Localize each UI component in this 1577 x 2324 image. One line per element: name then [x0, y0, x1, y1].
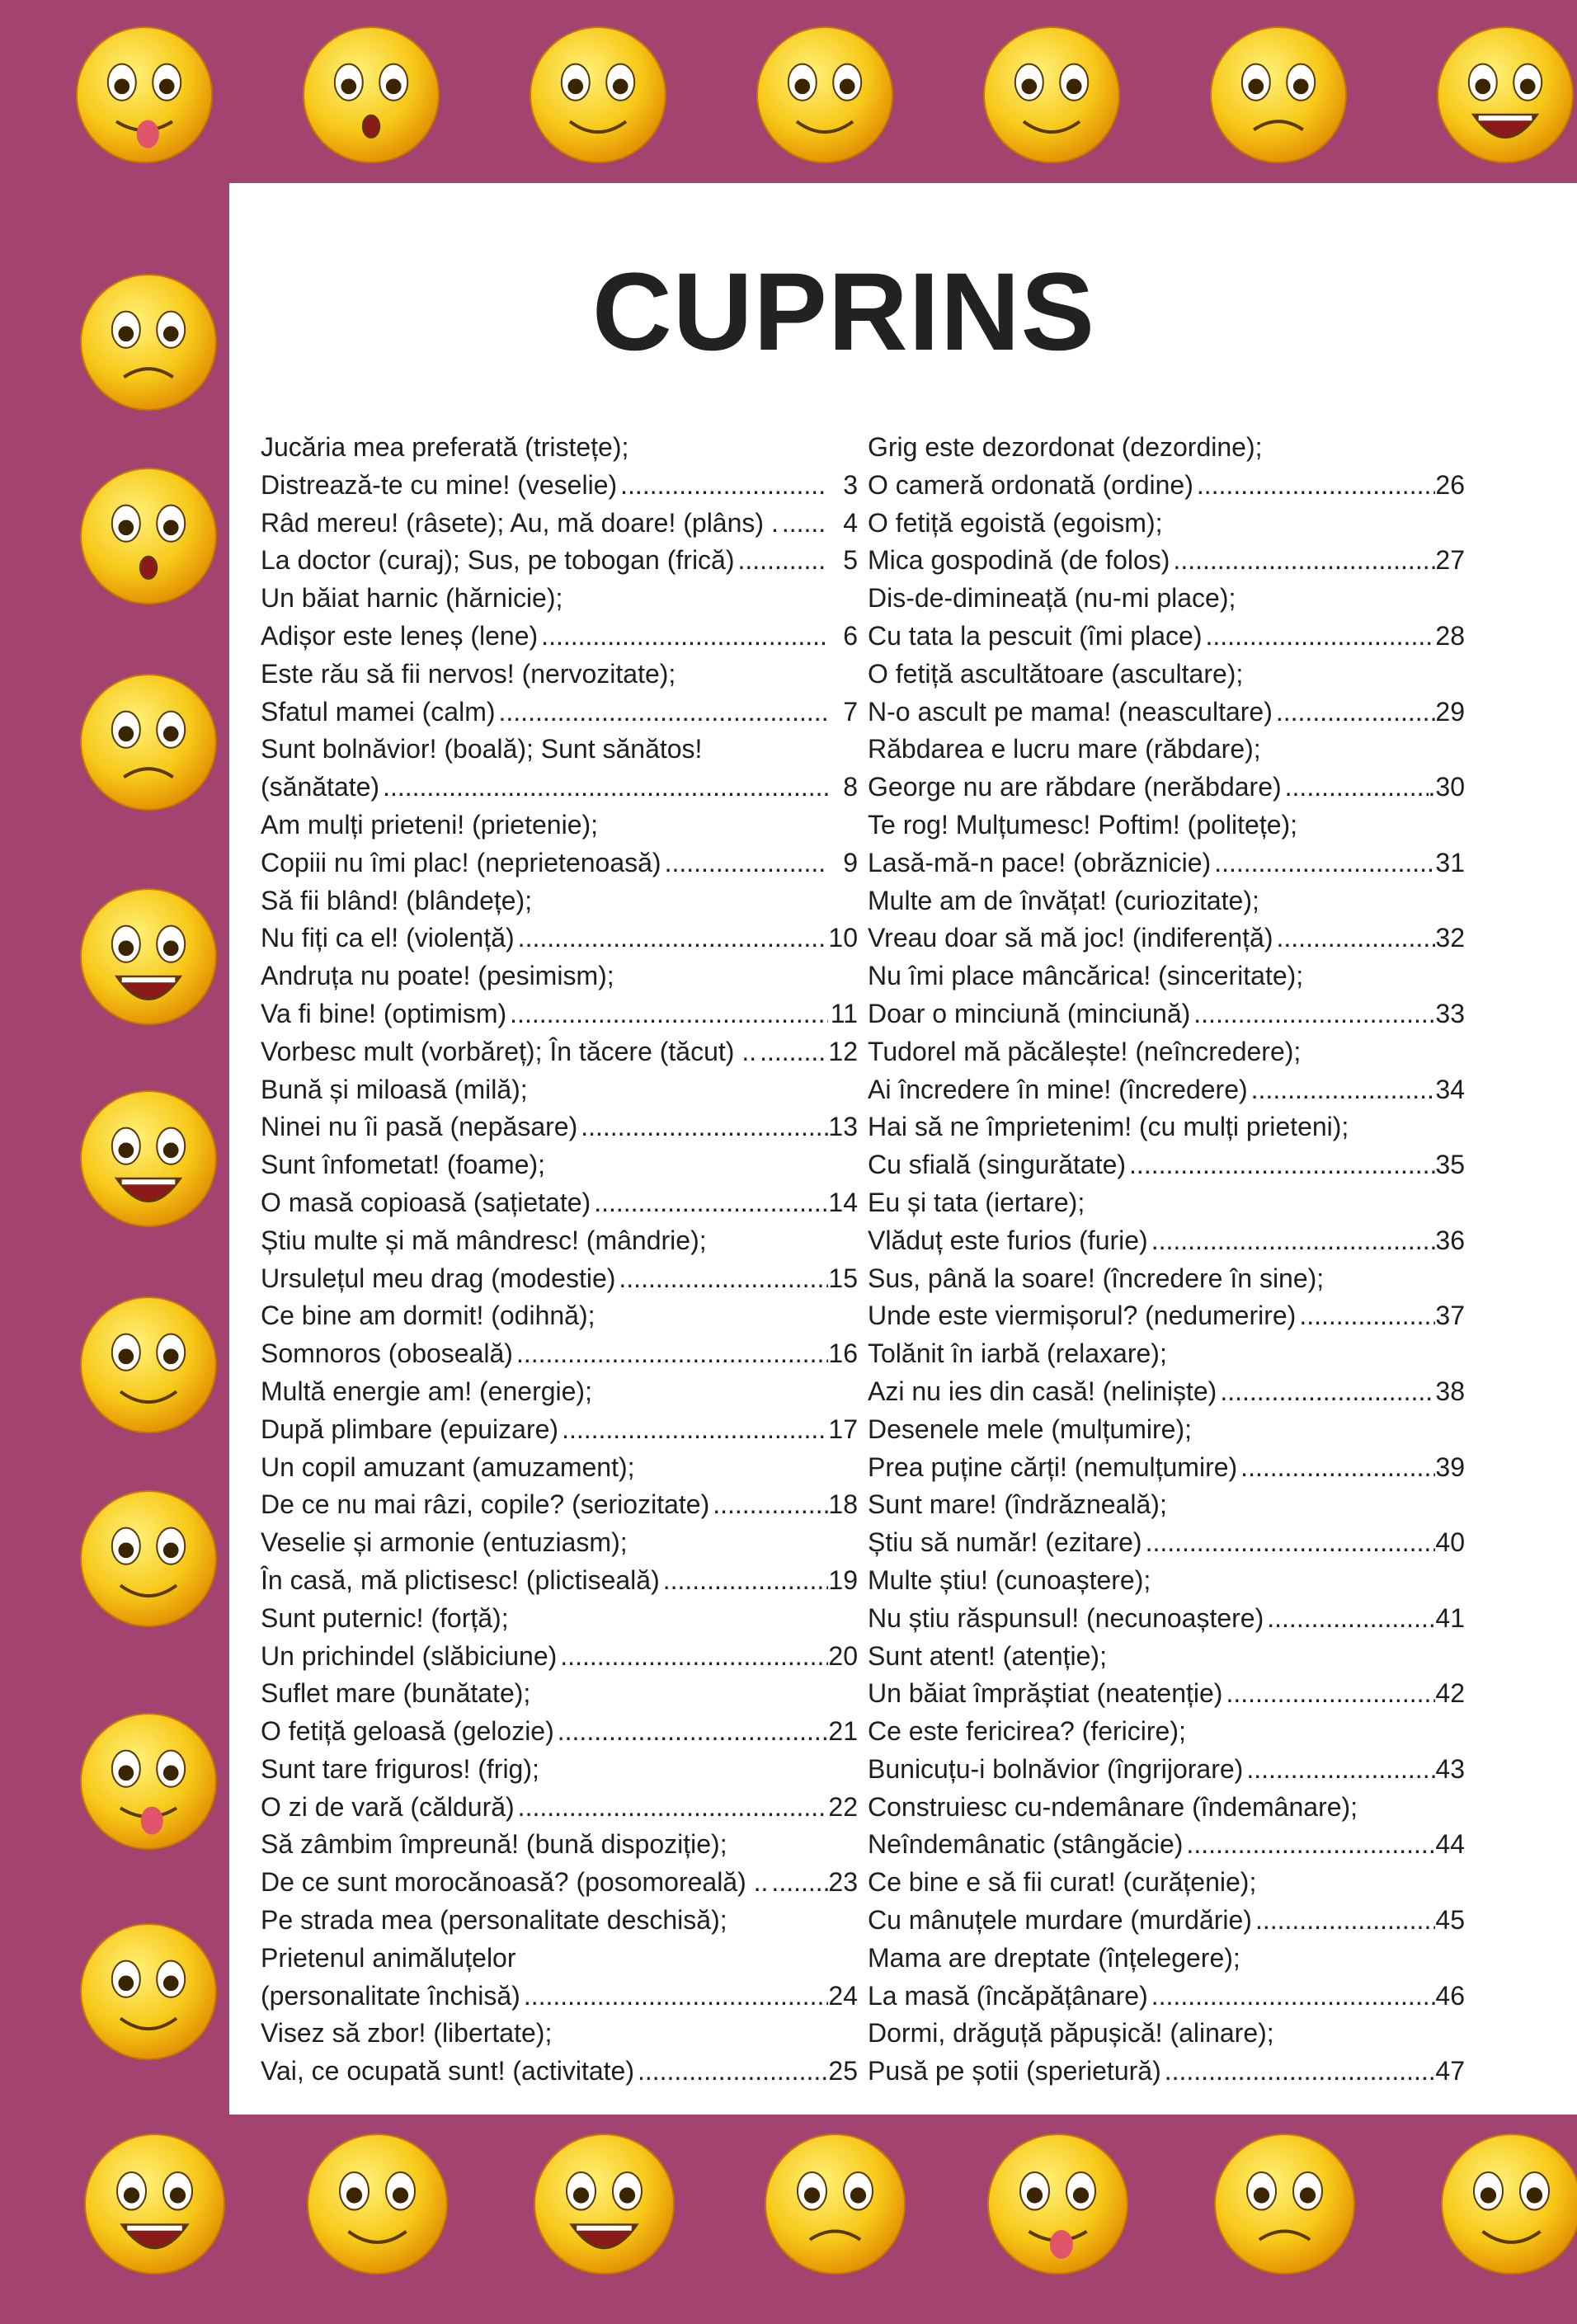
- toc-leader-dots: [1193, 467, 1435, 505]
- toc-entry-title: Bună și miloasă (milă);: [261, 1074, 528, 1104]
- toc-entry-title: Un băiat harnic (hărnicie);: [261, 583, 563, 614]
- toc-entry-title: Ce bine e să fii curat! (curățenie);: [868, 1867, 1257, 1898]
- toc-entry-title: De ce sunt morocănoasă? (posomoreală) ..: [261, 1867, 769, 1898]
- toc-page-number: 13: [828, 1112, 858, 1142]
- toc-page-number: 8: [843, 772, 858, 802]
- toc-leader-dots: [768, 1864, 828, 1902]
- toc-page-number: 29: [1435, 696, 1465, 727]
- dizzy-emoji-icon: [78, 1295, 219, 1439]
- surprised-emoji-icon: [78, 466, 219, 610]
- toc-entry: [868, 505, 1465, 543]
- thinking-emoji-icon: [982, 25, 1122, 169]
- toc-leader-dots: [1248, 1071, 1435, 1109]
- toc-entry: [868, 731, 1465, 769]
- scratching-head-emoji-icon: [78, 1922, 219, 2066]
- toc-entry-title: Sunt bolnăvior! (boală); Sunt sănătos!: [261, 734, 703, 764]
- toc-entry: [868, 995, 1465, 1033]
- toc-entry-title: Nu știu răspunsul! (necunoaștere): [868, 1602, 1264, 1633]
- toc-leader-dots: [1264, 1600, 1435, 1638]
- toc-entry: [868, 1675, 1465, 1713]
- toc-leader-dots: [554, 1713, 828, 1751]
- toc-page-number: 22: [828, 1791, 858, 1822]
- toc-leader-dots: [617, 467, 828, 505]
- toc-entry-title: Suflet mare (bunătate);: [261, 1678, 531, 1709]
- toc-page-number: 35: [1435, 1150, 1465, 1180]
- toc-page-number: 45: [1435, 1905, 1465, 1936]
- toc-entry-title: Vlăduț este furios (furie): [868, 1225, 1148, 1255]
- toc-entry-title: (personalitate închisă): [261, 1980, 520, 2011]
- toc-entry-title: Copiii nu îmi plac! (neprietenoasă): [261, 847, 661, 877]
- sad-emoji-icon: [78, 672, 219, 816]
- toc-leader-dots: [1142, 1524, 1435, 1562]
- toc-entry: [261, 1902, 858, 1940]
- toc-page-number: 33: [1435, 998, 1465, 1028]
- toc-entry: [261, 656, 858, 694]
- toc-page-number: 47: [1435, 2056, 1465, 2086]
- toc-leader-dots: [1252, 1902, 1435, 1940]
- toc-entry: [261, 467, 858, 505]
- toc-entry: [868, 1260, 1465, 1298]
- peace-laughing-emoji-icon: [78, 887, 219, 1031]
- toc-leader-dots: [1211, 844, 1435, 882]
- toc-page-number: 41: [1435, 1602, 1465, 1633]
- toc-entry: [868, 1864, 1465, 1902]
- toc-entry: [868, 1940, 1465, 1978]
- toc-page-number: 14: [828, 1187, 858, 1217]
- toc-entry: [868, 1146, 1465, 1184]
- toc-page-number: 42: [1435, 1678, 1465, 1709]
- toc-page-number: 11: [830, 998, 858, 1028]
- toc-entry: [868, 467, 1465, 505]
- toc-leader-dots: [1203, 618, 1436, 656]
- toc-entry: [261, 920, 858, 957]
- toc-leader-dots: [1282, 769, 1429, 807]
- toc-entry: [261, 1033, 858, 1071]
- toc-entry-title: O masă copioasă (sațietate): [261, 1187, 591, 1217]
- toc-entry-title: Un copil amuzant (amuzament);: [261, 1451, 635, 1482]
- toc-entry-title: Multe știu! (cunoaștere);: [868, 1564, 1151, 1595]
- toc-entry: [261, 1071, 858, 1109]
- toc-entry: [868, 618, 1465, 656]
- toc-entry: [868, 2015, 1465, 2053]
- toc-entry: [261, 1524, 858, 1562]
- toc-entry: [261, 505, 858, 543]
- toc-entry: [261, 580, 858, 618]
- toc-entry-title: O zi de vară (căldură): [261, 1791, 515, 1822]
- unamused-emoji-icon: [763, 2132, 907, 2280]
- sleepy-emoji-icon: [301, 25, 441, 169]
- toc-page-number: 5: [843, 545, 858, 576]
- toc-entry: [261, 882, 858, 920]
- toc-page-number: 10: [828, 923, 858, 953]
- toc-entry: [868, 1033, 1465, 1071]
- tongue-out-emoji-icon: [74, 25, 214, 169]
- toc-page-number: 28: [1435, 620, 1465, 651]
- toc-entry: [261, 1449, 858, 1487]
- toc-entry: [261, 1789, 858, 1827]
- toc-entry: [868, 1789, 1465, 1827]
- toc-entry-title: Veselie și armonie (entuziasm);: [261, 1527, 628, 1558]
- toc-leader-dots: [615, 1260, 828, 1298]
- toc-entry-title: O cameră ordonată (ordine): [868, 469, 1193, 500]
- toc-page-number: 27: [1435, 545, 1465, 576]
- toc-page-number: 39: [1435, 1451, 1465, 1482]
- tongue-out-emoji-icon: [986, 2132, 1130, 2280]
- toc-entry-title: Eu și tata (iertare);: [868, 1187, 1085, 1217]
- toc-leader-dots: [591, 1184, 828, 1222]
- toc-entry: [868, 1222, 1465, 1260]
- toc-entry: [261, 957, 858, 995]
- toc-entry-title: Dis-de-dimineață (nu-mi place);: [868, 583, 1236, 614]
- toc-entry: [261, 1146, 858, 1184]
- toc-entry-title: Știu multe și mă mândresc! (mândrie);: [261, 1225, 707, 1255]
- shouting-emoji-icon: [1435, 25, 1575, 169]
- toc-entry-title: Mama are dreptate (înțelegere);: [868, 1942, 1240, 1973]
- toc-entry-title: O fetiță ascultătoare (ascultare);: [868, 658, 1244, 689]
- toc-page-number: 21: [828, 1716, 858, 1747]
- thumbs-up-emoji-icon: [1439, 2132, 1577, 2280]
- toc-leader-dots: [1273, 694, 1435, 732]
- toc-leader-dots: [1237, 1449, 1435, 1487]
- toc-leader-dots: [496, 694, 829, 732]
- winking-tongue-emoji-icon: [78, 1711, 219, 1856]
- toc-entry-title: Andruța nu poate! (pesimism);: [261, 961, 614, 991]
- toc-page-number: 4: [843, 507, 858, 538]
- toc-entry-title: Sus, până la soare! (încredere în sine);: [868, 1263, 1325, 1293]
- toc-entry-title: Mica gospodină (de folos): [868, 545, 1170, 576]
- peace-sign-emoji-icon: [528, 25, 668, 169]
- toc-entry-title: Știu să număr! (ezitare): [868, 1527, 1142, 1558]
- toc-entry: [261, 1184, 858, 1222]
- toc-entry: [868, 957, 1465, 995]
- toc-page-number: .30: [1428, 772, 1465, 802]
- toc-entry-title: Multă energie am! (energie);: [261, 1376, 592, 1406]
- toc-entry-title: Construiesc cu-ndemânare (îndemânare);: [868, 1791, 1358, 1822]
- toc-page-number: 25: [828, 2056, 858, 2086]
- toc-entry: [261, 2053, 858, 2091]
- toc-page-number: 16: [828, 1338, 858, 1369]
- toc-leader-dots: [379, 769, 828, 807]
- toc-entry: [261, 844, 858, 882]
- page-title: CUPRINS: [591, 251, 1096, 374]
- toc-entry: [261, 2015, 858, 2053]
- toc-entry: [868, 1297, 1465, 1335]
- toc-entry: [868, 1335, 1465, 1373]
- toc-page-number: 24: [828, 1980, 858, 2011]
- toc-entry-title: Este rău să fii nervos! (nervozitate);: [261, 658, 676, 689]
- toc-leader-dots: [634, 2053, 828, 2091]
- toc-leader-dots: [1183, 1826, 1435, 1864]
- toc-entry: [868, 1524, 1465, 1562]
- toc-entry-title: Ai încredere în mine! (încredere): [868, 1074, 1248, 1104]
- toc-entry: [868, 580, 1465, 618]
- toc-page-number: 12: [828, 1036, 858, 1066]
- toc-entry: [868, 844, 1465, 882]
- toc-entry: [261, 1411, 858, 1449]
- toc-leader-dots: [1273, 920, 1436, 957]
- toc-entry-title: Cu tata la pescuit (îmi place): [868, 620, 1203, 651]
- toc-entry-title: Răbdarea e lucru mare (răbdare);: [868, 734, 1261, 764]
- toc-leader-dots: [1296, 1297, 1435, 1335]
- toc-entry: [261, 429, 858, 467]
- toc-entry-title: Să zâmbim împreună! (bună dispoziție);: [261, 1829, 727, 1860]
- toc-entry-title: Va fi bine! (optimism): [261, 998, 507, 1028]
- toc-entry-title: O fetiță geloasă (gelozie): [261, 1716, 554, 1747]
- toc-page-number: 44: [1435, 1829, 1465, 1860]
- toc-entry: [261, 731, 858, 769]
- toc-page-number: 15: [828, 1263, 858, 1293]
- toc-entry-title: Dormi, drăguță păpușică! (alinare);: [868, 2018, 1274, 2049]
- toc-leader-dots: [1148, 1222, 1435, 1260]
- toc-entry-title: De ce nu mai râzi, copile? (seriozitate): [261, 1489, 710, 1520]
- toc-entry-title: Tolănit în iarbă (relaxare);: [868, 1338, 1167, 1369]
- toc-page-number: 17: [828, 1414, 858, 1444]
- toc-page-number: 32: [1435, 923, 1465, 953]
- worried-emoji-icon: [78, 272, 219, 416]
- toc-entry-title: Somnoros (oboseală): [261, 1338, 513, 1369]
- toc-leader-dots: [577, 1108, 828, 1146]
- toc-leader-dots: [709, 1486, 828, 1524]
- toc-entry-title: Ce este fericirea? (fericire);: [868, 1716, 1186, 1747]
- toc-entry-title: Ursulețul meu drag (modestie): [261, 1263, 616, 1293]
- toc-entry-title: La doctor (curaj); Sus, pe tobogan (frică): [261, 545, 735, 576]
- toc-leader-dots: [1222, 1675, 1435, 1713]
- toc-leader-dots: [513, 1335, 828, 1373]
- toc-entry: [868, 1562, 1465, 1600]
- thumbs-up-emoji-icon: [78, 1489, 219, 1633]
- toc-entry-title: La masă (încăpățânare): [868, 1980, 1148, 2011]
- toc-entry: [261, 1864, 858, 1902]
- toc-page-number: 26: [1435, 469, 1465, 500]
- toc-entry: [868, 1713, 1465, 1751]
- toc-page-number: 7: [843, 696, 858, 727]
- toc-entry-title: Sunt puternic! (forță);: [261, 1602, 509, 1633]
- toc-leader-dots: [756, 1033, 828, 1071]
- toc-entry-title: Sunt înfometat! (foame);: [261, 1150, 546, 1180]
- toc-entry: [261, 995, 858, 1033]
- toc-page-number: 34: [1435, 1074, 1465, 1104]
- toc-entry: [261, 1260, 858, 1298]
- toc-column-left: [261, 429, 858, 2091]
- toc-entry-title: Jucăria mea preferată (tristețe);: [261, 432, 629, 462]
- toc-entry-title: Cu mânuțele murdare (murdărie): [868, 1905, 1252, 1936]
- toc-page-number: 40: [1435, 1527, 1465, 1558]
- toc-entry: [261, 1940, 858, 1978]
- toc-entry: [868, 1449, 1465, 1487]
- toc-entry-title: Doar o minciună (minciună): [868, 998, 1191, 1028]
- toc-entry: [261, 1562, 858, 1600]
- toc-page-number: 31: [1435, 847, 1465, 877]
- toc-leader-dots: [1190, 995, 1435, 1033]
- toc-entry-title: Distrează-te cu mine! (veselie): [261, 469, 618, 500]
- toc-page-number: 9: [843, 847, 858, 877]
- toc-leader-dots: [1243, 1751, 1435, 1789]
- confused-emoji-icon: [1208, 25, 1349, 169]
- toc-entry: [261, 1108, 858, 1146]
- toc-page-number: 43: [1435, 1753, 1465, 1784]
- toc-page-number: 19: [828, 1564, 858, 1595]
- toc-entry-title: Visez să zbor! (libertate);: [261, 2018, 553, 2049]
- toc-entry-title: Să fii blând! (blândețe);: [261, 885, 533, 915]
- toc-entry-title: După plimbare (epuizare): [261, 1414, 559, 1444]
- toc-entry: [868, 1108, 1465, 1146]
- toc-page-number: 36: [1435, 1225, 1465, 1255]
- toc-entry: [261, 1335, 858, 1373]
- toc-entry-title: Prea puține cărți! (nemulțumire): [868, 1451, 1238, 1482]
- toc-entry-title: O fetiță egoistă (egoism);: [868, 507, 1163, 538]
- toc-entry-title: Vorbesc mult (vorbăreț); În tăcere (tăcut) ..: [261, 1036, 757, 1066]
- toc-column-right: [868, 429, 1465, 2091]
- wink-emoji-icon: [755, 25, 895, 169]
- toc-entry: [868, 920, 1465, 957]
- toc-entry-title: Grig este dezordonat (dezordine);: [868, 432, 1263, 462]
- toc-leader-dots: [506, 995, 828, 1033]
- toc-entry: [261, 1751, 858, 1789]
- toc-page-number: 46: [1435, 1980, 1465, 2011]
- toc-leader-dots: [735, 542, 829, 580]
- toc-entry: [261, 1978, 858, 2016]
- toc-entry: [261, 1638, 858, 1676]
- toc-entry-title: Sunt atent! (atenție);: [868, 1640, 1107, 1671]
- toc-entry-title: Azi nu ies din casă! (neliniște): [868, 1376, 1217, 1406]
- content-panel: [229, 183, 1577, 2115]
- toc-entry: [868, 1902, 1465, 1940]
- toc-leader-dots: [558, 1411, 828, 1449]
- toc-entry: [868, 1071, 1465, 1109]
- toc-entry: [261, 1826, 858, 1864]
- toc-entry: [868, 1486, 1465, 1524]
- toc-page-number: 38: [1435, 1376, 1465, 1406]
- toc-leader-dots: [1126, 1146, 1435, 1184]
- toc-entry: [868, 1411, 1465, 1449]
- toc-entry-title: George nu are răbdare (nerăbdare): [868, 772, 1282, 802]
- toc-entry-title: Am mulți prieteni! (prietenie);: [261, 809, 599, 840]
- toc-entry: [261, 769, 858, 807]
- toc-entry-title: Tudorel mă păcălește! (neîncredere);: [868, 1036, 1302, 1066]
- laughing-emoji-icon: [82, 2132, 227, 2280]
- toc-entry-title: Sunt tare friguros! (frig);: [261, 1753, 539, 1784]
- toc-entry: [868, 1373, 1465, 1411]
- toc-entry-title: Bunicuțu-i bolnăvior (îngrijorare): [868, 1753, 1244, 1784]
- toc-entry-title: În casă, mă plictisesc! (plictiseală): [261, 1564, 660, 1595]
- toc-leader-dots: [1170, 542, 1435, 580]
- toc-entry: [261, 1297, 858, 1335]
- toc-entry: [868, 769, 1465, 807]
- toc-entry: [868, 1751, 1465, 1789]
- toc-entry-title: Vreau doar să mă joc! (indiferență): [868, 923, 1273, 953]
- toc-entry-title: Adișor este leneș (lene): [261, 620, 539, 651]
- toc-page-number: 20: [828, 1640, 858, 1671]
- toc-entry: [261, 1600, 858, 1638]
- toc-leader-dots: [779, 505, 828, 543]
- toc-page-number: 6: [843, 620, 858, 651]
- toc-page-number: 37: [1435, 1301, 1465, 1331]
- toc-entry-title: Sfatul mamei (calm): [261, 696, 496, 727]
- toc-entry: [868, 1638, 1465, 1676]
- toc-leader-dots: [515, 1789, 828, 1827]
- toc-entry-title: Ce bine am dormit! (odihnă);: [261, 1301, 595, 1331]
- toc-page-number: 23: [828, 1867, 858, 1898]
- toc-entry: [261, 1713, 858, 1751]
- daydreaming-emoji-icon: [305, 2132, 450, 2280]
- toc-entry: [261, 1675, 858, 1713]
- toc-entry-title: Te rog! Mulțumesc! Poftim! (politețe);: [868, 809, 1298, 840]
- toc-entry: [261, 542, 858, 580]
- nervous-grin-emoji-icon: [78, 1089, 219, 1233]
- toc-entry-title: Neîndemânatic (stângăcie): [868, 1829, 1184, 1860]
- toc-entry: [868, 656, 1465, 694]
- toc-entry: [868, 429, 1465, 467]
- toc-leader-dots: [1148, 1978, 1435, 2016]
- toc-entry-title: Un prichindel (slăbiciune): [261, 1640, 558, 1671]
- toc-entry: [868, 2053, 1465, 2091]
- toc-entry: [261, 618, 858, 656]
- toc-leader-dots: [538, 618, 828, 656]
- scared-emoji-icon: [1212, 2132, 1357, 2280]
- toc-entry-title: N-o ascult pe mama! (neascultare): [868, 696, 1273, 727]
- toc-page-number: 18: [828, 1489, 858, 1520]
- toc-entry: [261, 1222, 858, 1260]
- toc-entry-title: (sănătate): [261, 772, 380, 802]
- toc-entry: [868, 1978, 1465, 2016]
- toc-entry-title: Ninei nu îi pasă (nepăsare): [261, 1112, 578, 1142]
- toc-entry: [868, 694, 1465, 732]
- toc-entry-title: Un băiat împrăștiat (neatenție): [868, 1678, 1223, 1709]
- toc-entry-title: Lasă-mă-n pace! (obrăznicie): [868, 847, 1212, 877]
- toc-entry-title: Hai să ne împrietenim! (cu mulți prieteni);: [868, 1112, 1349, 1142]
- toc-entry: [261, 694, 858, 732]
- toc-entry-title: Unde este viermișorul? (nedumerire): [868, 1301, 1297, 1331]
- toc-entry: [868, 807, 1465, 844]
- toc-entry: [261, 1373, 858, 1411]
- toc-entry-title: Vai, ce ocupată sunt! (activitate): [261, 2056, 634, 2086]
- toc-entry: [868, 542, 1465, 580]
- toc-entry-title: Sunt mare! (îndrăzneală);: [868, 1489, 1167, 1520]
- toc-entry: [261, 1486, 858, 1524]
- toc-entry: [868, 1826, 1465, 1864]
- toc-entry-title: Nu fiți ca el! (violență): [261, 923, 515, 953]
- toc-entry: [868, 1184, 1465, 1222]
- toc-leader-dots: [520, 1978, 828, 2016]
- toc-leader-dots: [1217, 1373, 1435, 1411]
- toc-entry-title: Pusă pe șotii (sperietură): [868, 2056, 1161, 2086]
- toc-page-number: 3: [843, 469, 858, 500]
- toc-entry: [868, 1600, 1465, 1638]
- toc-leader-dots: [557, 1638, 828, 1676]
- toc-leader-dots: [515, 920, 828, 957]
- toc-leader-dots: [1161, 2053, 1435, 2091]
- toc-entry: [868, 882, 1465, 920]
- toc-entry-title: Pe strada mea (personalitate deschisă);: [261, 1905, 727, 1936]
- toc-leader-dots: [660, 1562, 828, 1600]
- toc-entry-title: Cu sfială (singurătate): [868, 1150, 1127, 1180]
- toc-entry-title: Desenele mele (mulțumire);: [868, 1414, 1193, 1444]
- toc-entry-title: Multe am de învățat! (curiozitate);: [868, 885, 1259, 915]
- toc-entry-title: Râd mereu! (râsete); Au, mă doare! (plâns) .: [261, 507, 779, 538]
- grinning-emoji-icon: [532, 2132, 676, 2280]
- toc-entry-title: Nu îmi place mâncărica! (sinceritate);: [868, 961, 1304, 991]
- toc-leader-dots: [661, 844, 828, 882]
- toc-entry-title: Prietenul animăluțelor: [261, 1942, 516, 1973]
- toc-entry: [261, 807, 858, 844]
